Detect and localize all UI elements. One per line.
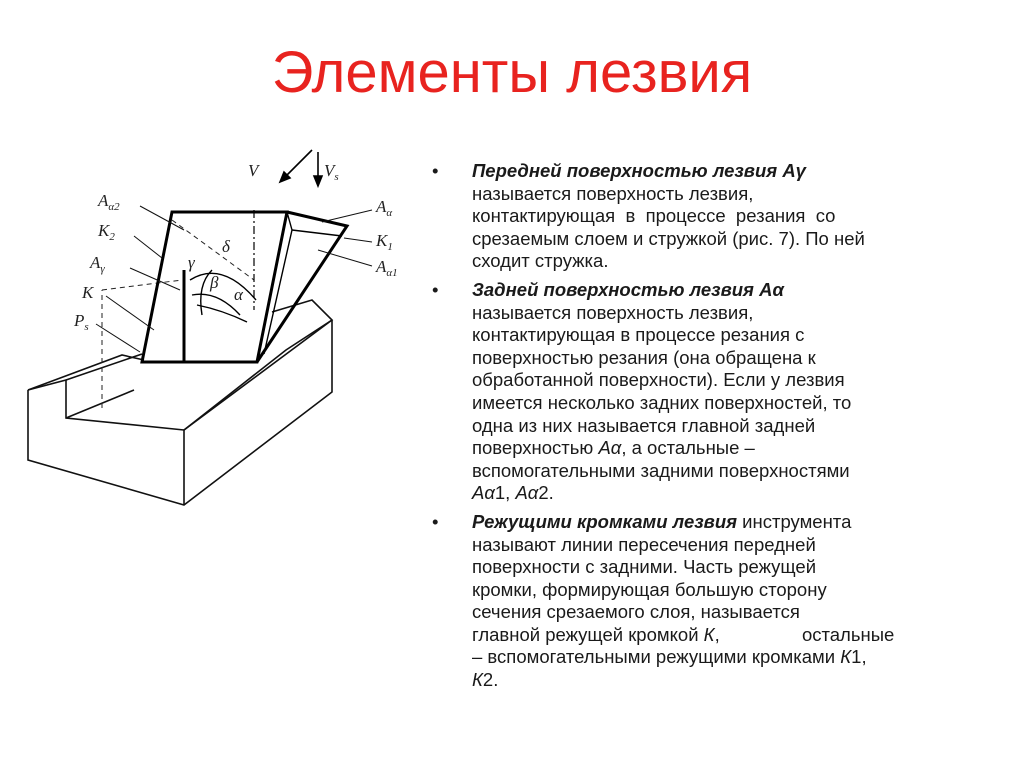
bullet-cutting-edges — [432, 511, 977, 692]
bullet-term: Передней поверхностью лезвия Аγ — [472, 160, 806, 181]
label-k2: $K_2$ — [98, 221, 115, 243]
bullet-text: , остальные — [714, 623, 895, 645]
bullet-text: 2. — [538, 482, 554, 504]
label-beta: β — [210, 273, 219, 292]
symbol-a-alpha: Аα — [472, 482, 495, 504]
slide-title: Элементы лезвия — [271, 40, 753, 105]
bullet-line: поверхностью резания (она обращена к — [472, 346, 816, 368]
symbol-k: К — [840, 646, 852, 668]
bullet-line: кромки, формирующая большую сторону — [472, 578, 827, 600]
leader-lines — [96, 206, 372, 352]
blade-elements-figure — [22, 140, 420, 520]
bullet-line: контактирующая в процессе резания со — [472, 205, 836, 227]
bullet-line: поверхности с задними. Часть режущей — [472, 556, 817, 578]
label-alpha: α — [234, 285, 243, 304]
bullet-line: контактирующая в процессе резания с — [472, 324, 805, 346]
bullet-text: инструмента — [737, 510, 852, 532]
symbol-k: К — [703, 623, 715, 645]
bullet-line: называют линии пересечения передней — [472, 533, 816, 555]
bullet-line: одна из них называется главной задней — [472, 414, 816, 436]
label-a-gamma: $A_\gamma$ — [90, 253, 105, 275]
label-delta: δ — [222, 237, 230, 256]
label-vs: $V_s$ — [324, 161, 339, 183]
bullet-marker: • — [432, 160, 439, 181]
label-a-alpha2: $A_{\alpha 2}$ — [98, 191, 120, 213]
bullet-text: 1, — [851, 646, 867, 668]
bullet-text: – вспомогательными режущими кромками — [472, 646, 841, 668]
label-k1: $K_1$ — [376, 231, 393, 253]
bullet-rake-face — [432, 160, 977, 273]
velocity-arrows — [280, 150, 322, 186]
bullet-text: 2. — [482, 669, 499, 691]
label-a-alpha1: $A_{\alpha 1}$ — [376, 257, 398, 279]
bullet-text: главной режущей кромкой — [472, 623, 704, 645]
symbol-a-alpha: Аα — [515, 482, 539, 504]
bullet-line: сходит стружка. — [472, 250, 609, 272]
bullet-line: поверхностью — [472, 437, 599, 459]
bullet-list — [432, 160, 977, 698]
bullet-line: сечения срезаемого слоя, называется — [472, 601, 800, 623]
label-v: V — [248, 161, 259, 180]
label-k: K — [82, 283, 94, 302]
symbol-a-alpha: Аα — [598, 437, 622, 459]
bullet-line: обработанной поверхности). Если у лезвия — [472, 369, 845, 391]
angle-arcs — [190, 270, 256, 322]
bullet-line: срезаемым слоем и стружкой (рис. 7). По ней — [472, 227, 865, 249]
bullet-marker: • — [432, 278, 439, 300]
bullet-line: , а остальные – — [621, 437, 755, 459]
bullet-line: имеется несколько задних поверхностей, то — [472, 391, 852, 413]
label-gamma: γ — [188, 253, 195, 272]
bullet-text: 1, — [494, 482, 516, 504]
bullet-line: называется поверхность лезвия, — [472, 182, 754, 204]
hidden-lines — [102, 220, 254, 408]
bullet-line: вспомогательными задними поверхностями — [472, 459, 850, 481]
label-a-alpha: $A_\alpha$ — [376, 197, 393, 219]
bullet-line: называется поверхность лезвия, — [472, 301, 754, 323]
bullet-term: Задней поверхностью лезвия Аα — [472, 278, 784, 300]
bullet-marker: • — [432, 510, 439, 532]
label-ps: $P_s$ — [74, 311, 89, 333]
bullet-term: Режущими кромками лезвия — [472, 510, 738, 532]
workpiece — [28, 300, 332, 505]
symbol-k: К — [472, 669, 483, 691]
bullet-flank-face — [432, 279, 977, 505]
